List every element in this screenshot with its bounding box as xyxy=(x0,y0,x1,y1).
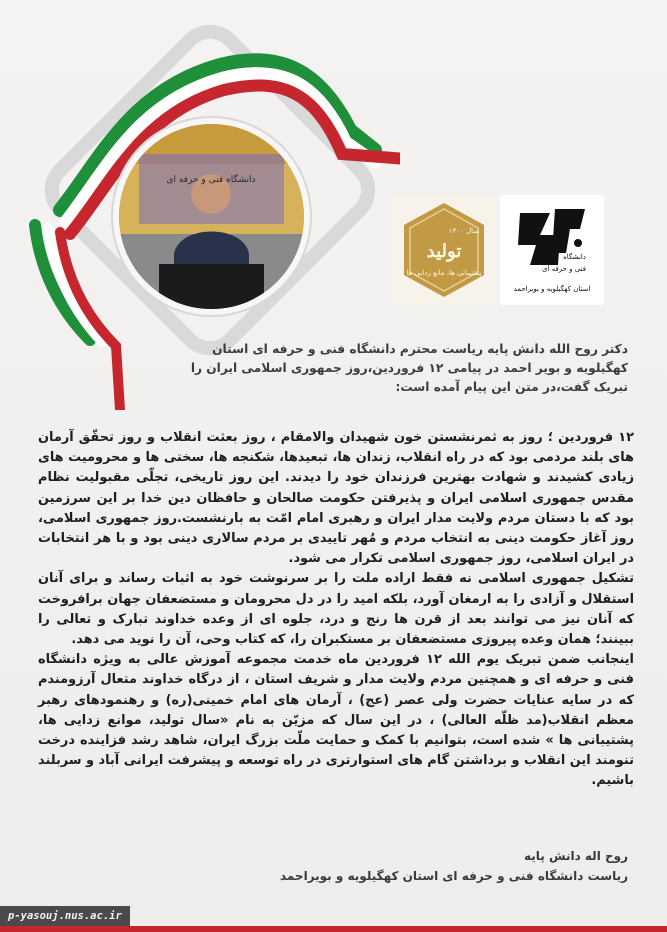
signature-name: روح اله دانش پایه xyxy=(524,849,628,863)
message-paragraph-2: تشکیل جمهوری اسلامی نه فقط اراده ملت را بر سرنوشت خود به اثبات رساند و برای آنان استقلال و آزادی را به ارمغان آورد، بلکه امید را در دل محرومان و مستضعفان جهان برافروخت که آنان نیز می توانند بعد از قرن ها رنج و درد، جلوه ای از وعده خداوند تبارک و تعالی را ببینند؛ همان وعده پیروزی مستضعفان بر مستکبران را، که کتاب وحی، آن را نوید می دهد. xyxy=(38,571,634,648)
signature-title: ریاست دانشگاه فنی و حرفه ای استان کهگیلویه و بویراحمد xyxy=(279,869,628,883)
intro-text xyxy=(90,340,628,397)
photo-illustration xyxy=(119,124,304,309)
message-paragraph-1: ۱۲ فروردین ؛ روز به ثمرنشستن خون شهیدان والامقام ، روز بعثت انقلاب و روز تحقّق آرمان های بلند مردمی بود که در راه انقلاب، زندان ها، تبعیدها، شکنجه ها، سختی ها و محرومیت های زیادی کشیدند و شهادت بهترین فرزندان خود را دیدند. این روز تاریخی، تجلّی مقبولیت نظام مقدس جمهوری اسلامی ایران و پذیرفتن حکومت صالحان و حافظان دین خدا بر این سرزمین بود که با دستان مردم ولایت مدار ایران و رهبری امام امّت به بارنشست.روز جمهوری اسلامی، روز آغاز حکومت دینی به انتخاب مردم و مُهر تاییدی بر مردم سالاری دینی بود و با هر انتخابات در ایران اسلامی، روز جمهوری اسلامی تکرار می شود. xyxy=(38,430,634,567)
message-body xyxy=(38,428,634,792)
university-logo xyxy=(500,195,604,305)
tolid-slogan-logo xyxy=(392,195,496,305)
slogan-small: سال ۱۴۰۰ xyxy=(448,227,480,235)
slogan-line2: پشتیبانی ها، مانع زدایی ها xyxy=(406,269,482,277)
uni-line2: فنی و حرفه ای xyxy=(541,265,586,273)
uni-line3: استان کهگیلویه و بویراحمد xyxy=(513,285,591,293)
bottom-accent-bar xyxy=(0,926,667,932)
site-watermark: p-yasouj.nus.ac.ir xyxy=(0,906,130,926)
profile-photo xyxy=(113,118,310,315)
slogan-big: تولید xyxy=(426,241,462,262)
message-paragraph-3: اینجانب ضمن تبریک یوم الله ۱۲ فروردین ماه خدمت مجموعه آموزش عالی به ویژه دانشگاه فنی و حرفه ای و همچنین مردم ولایت مدار و شریف استان ، از درگاه خداوند متعال آرزومندم که در سایه عنایات حضرت ولی عصر (عج) ، آرمان های امام خمینی(ره) و رهنمودهای رهبر معظم انقلاب(مد ظلّه العالی) ، در این سال که مزیّن به نام «سال تولید، موانع زدایی ها، پشتیبانی ها » شده است، بتوانیم با کمک و حمایت ملّت بزرگ ایران، شاهد رشد فزاینده درخت تنومند این انقلاب و برداشتن گام های استوارتری در راه توسعه و پیشرفت ایرانی آباد و سربلند باشیم. xyxy=(38,652,634,789)
intro-line-3: تبریک گفت،در متن این پیام آمده است: xyxy=(395,380,628,394)
intro-line-1: دکتر روح الله دانش پایه ریاست محترم دانشگاه فنی و حرفه ای استان xyxy=(212,342,628,356)
signature-block xyxy=(180,846,628,886)
uni-line1: دانشگاه xyxy=(563,253,586,261)
photo-banner-text: دانشگاه فنی و حرفه ای xyxy=(166,175,256,185)
intro-line-2: کهگیلویه و بویر احمد در پیامی ۱۲ فروردین،روز جمهوری اسلامی ایران را xyxy=(190,361,628,375)
